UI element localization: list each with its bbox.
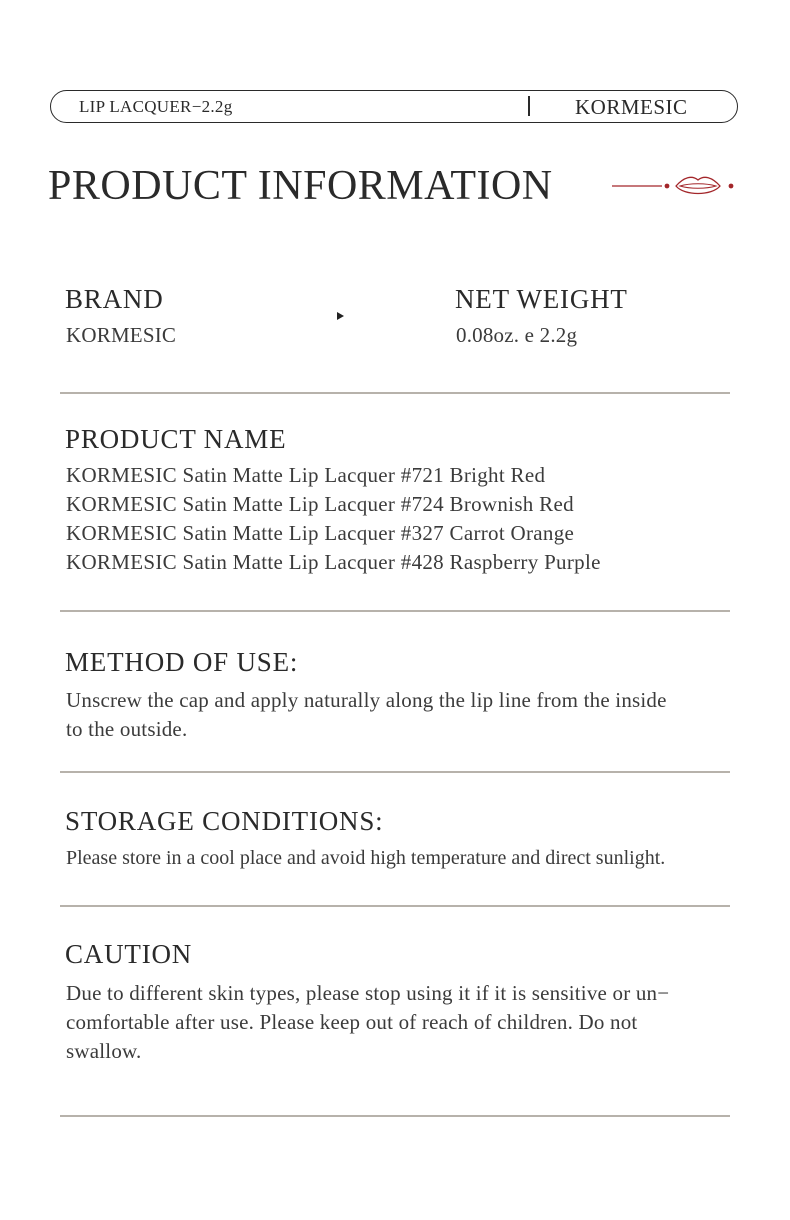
- section-divider: [60, 1115, 730, 1117]
- storage-conditions-line: Please store in a cool place and avoid high temperature and direct sunlight.: [66, 847, 666, 869]
- caution-label: CAUTION: [65, 939, 193, 969]
- list-item: KORMESIC Satin Matte Lip Lacquer #327 Carrot Orange: [66, 521, 575, 545]
- brand-value: KORMESIC: [66, 323, 177, 347]
- net-weight-label: NET WEIGHT: [455, 284, 628, 314]
- product-tag: LIP LACQUER−2.2g: [79, 97, 233, 116]
- lips-icon: [612, 170, 736, 202]
- caution-line: Due to different skin types, please stop using it if it is sensitive or un−: [66, 981, 670, 1005]
- list-item: KORMESIC Satin Matte Lip Lacquer #428 Raspberry Purple: [66, 550, 601, 574]
- section-divider: [60, 392, 730, 394]
- caution-line: comfortable after use. Please keep out of reach of children. Do not: [66, 1010, 638, 1034]
- method-of-use-line: Unscrew the cap and apply naturally along the lip line from the inside: [66, 688, 667, 712]
- storage-conditions-label: STORAGE CONDITIONS:: [65, 806, 384, 836]
- brand-label: BRAND: [65, 284, 164, 314]
- product-name-label: PRODUCT NAME: [65, 424, 287, 454]
- play-arrow-icon: [337, 312, 344, 320]
- section-divider: [60, 905, 730, 907]
- net-weight-value: 0.08oz. e 2.2g: [456, 323, 578, 347]
- list-item: KORMESIC Satin Matte Lip Lacquer #724 Brownish Red: [66, 492, 574, 516]
- method-of-use-label: METHOD OF USE:: [65, 647, 299, 677]
- product-name-list: [66, 461, 601, 577]
- section-divider: [60, 771, 730, 773]
- method-of-use-line: to the outside.: [66, 717, 188, 741]
- brand-logo: KORMESIC: [575, 95, 688, 119]
- list-item: KORMESIC Satin Matte Lip Lacquer #721 Bright Red: [66, 463, 546, 487]
- caution-line: swallow.: [66, 1039, 142, 1063]
- header-pill: [50, 90, 738, 123]
- header-divider: [528, 96, 530, 116]
- section-divider: [60, 610, 730, 612]
- page-title: PRODUCT INFORMATION: [48, 163, 553, 209]
